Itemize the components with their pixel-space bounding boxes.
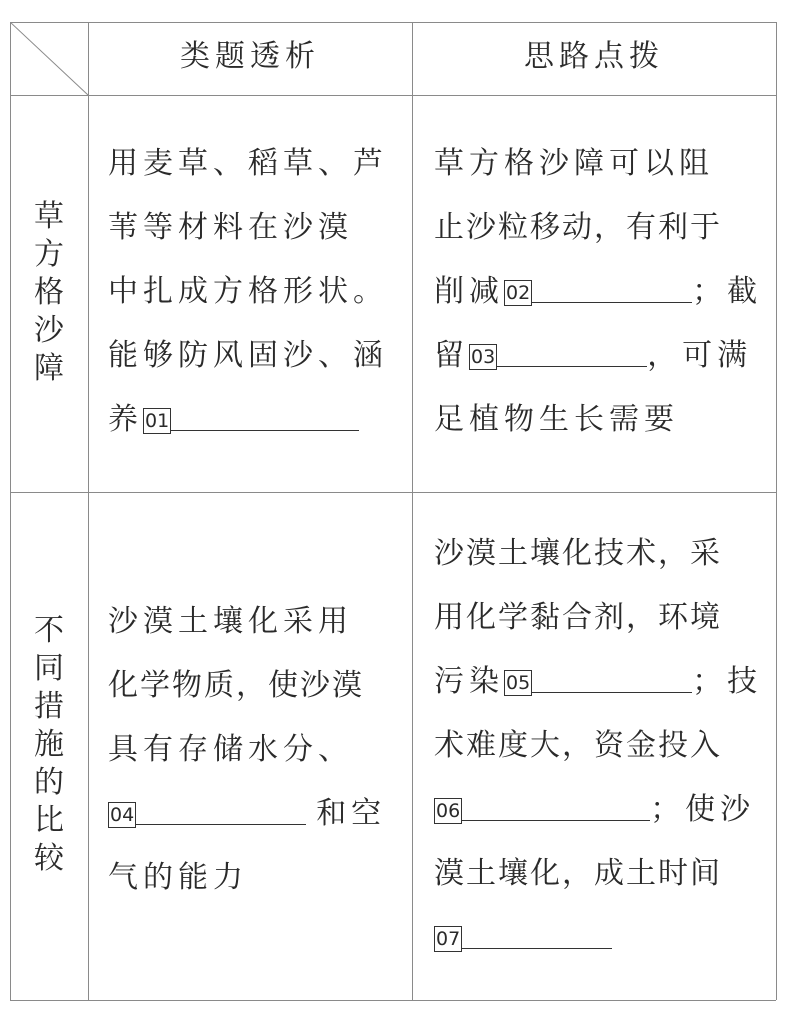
- blank-number-04: 04: [110, 804, 135, 826]
- row-divider: [10, 492, 776, 493]
- text-line: [434, 324, 762, 388]
- answer-blank-06[interactable]: [462, 796, 650, 821]
- text-line: 用麦草、稻草、芦: [108, 146, 388, 181]
- answer-blank-05[interactable]: [532, 668, 692, 693]
- text-line: 苇等材料在沙漠: [108, 210, 353, 245]
- text-line: 术难度大，资金投入: [434, 728, 722, 763]
- label-char: 施: [34, 727, 64, 762]
- header-divider: [10, 95, 776, 96]
- row2-analysis: [108, 590, 386, 910]
- text-fragment: ；截: [692, 274, 763, 309]
- row1-analysis: [108, 132, 388, 452]
- label-char: 的: [34, 765, 64, 800]
- text-fragment: ；使沙: [650, 792, 756, 827]
- blank-number-02: 02: [506, 282, 531, 304]
- blank-number-01: 01: [145, 410, 170, 432]
- table-border-bottom: [10, 1000, 776, 1001]
- text-fragment: 养: [108, 402, 143, 437]
- text-line: 能够防风固沙、涵: [108, 338, 388, 373]
- text-line: 沙漠土壤化采用: [108, 604, 353, 639]
- text-line: [108, 782, 386, 846]
- label-char: 不: [34, 613, 64, 648]
- row2-tips: [434, 522, 762, 970]
- text-line: [434, 260, 762, 324]
- blank-number-05: 05: [506, 672, 531, 694]
- label-char: 同: [34, 651, 64, 686]
- text-line: 足植物生长需要: [434, 402, 679, 437]
- diagonal-line: [10, 22, 89, 96]
- header-analysis: 类题透析: [180, 39, 320, 74]
- answer-blank-07[interactable]: [462, 924, 612, 949]
- text-line: 止沙粒移动，有利于: [434, 210, 722, 245]
- text-line: 气的能力: [108, 860, 248, 895]
- text-line: [108, 388, 388, 452]
- label-char: 比: [34, 803, 64, 838]
- text-line: 具有存储水分、: [108, 732, 353, 767]
- text-line: [434, 650, 762, 714]
- label-char: 沙: [34, 313, 64, 348]
- table-border-right: [776, 22, 777, 1000]
- table-border-left: [10, 22, 11, 1000]
- text-fragment: 留: [434, 338, 469, 373]
- answer-blank-01[interactable]: [171, 406, 359, 431]
- text-line: [434, 906, 762, 970]
- label-char: 较: [34, 841, 64, 876]
- blank-number-06: 06: [436, 800, 461, 822]
- text-line: 草方格沙障可以阻: [434, 146, 714, 181]
- label-char: 措: [34, 689, 64, 724]
- text-fragment: 污染: [434, 664, 504, 699]
- text-fragment: 削减: [434, 274, 504, 309]
- blank-number-07: 07: [436, 928, 461, 950]
- blank-number-03: 03: [471, 346, 496, 368]
- row1-tips: [434, 132, 762, 452]
- text-fragment: ，可满: [647, 338, 753, 373]
- text-line: 中扎成方格形状。: [108, 274, 388, 309]
- column-divider-2: [412, 22, 413, 1000]
- text-fragment: 和空: [316, 796, 387, 831]
- answer-blank-04[interactable]: [136, 800, 306, 825]
- text-fragment: ；技: [692, 664, 763, 699]
- label-char: 障: [34, 351, 64, 386]
- header-tips: 思路点拨: [524, 39, 664, 74]
- text-line: [434, 778, 762, 842]
- label-char: 格: [34, 275, 64, 310]
- text-line: 用化学黏合剂，环境: [434, 600, 722, 635]
- answer-blank-02[interactable]: [532, 278, 692, 303]
- row-label-grass-grid: [24, 198, 74, 388]
- label-char: 草: [34, 199, 64, 234]
- text-line: 漠土壤化，成土时间: [434, 856, 722, 891]
- text-line: 化学物质，使沙漠: [108, 668, 364, 703]
- label-char: 方: [34, 237, 64, 272]
- text-line: 沙漠土壤化技术，采: [434, 536, 722, 571]
- column-divider-1: [88, 22, 89, 1000]
- row-label-comparison: [24, 612, 74, 878]
- answer-blank-03[interactable]: [497, 342, 647, 367]
